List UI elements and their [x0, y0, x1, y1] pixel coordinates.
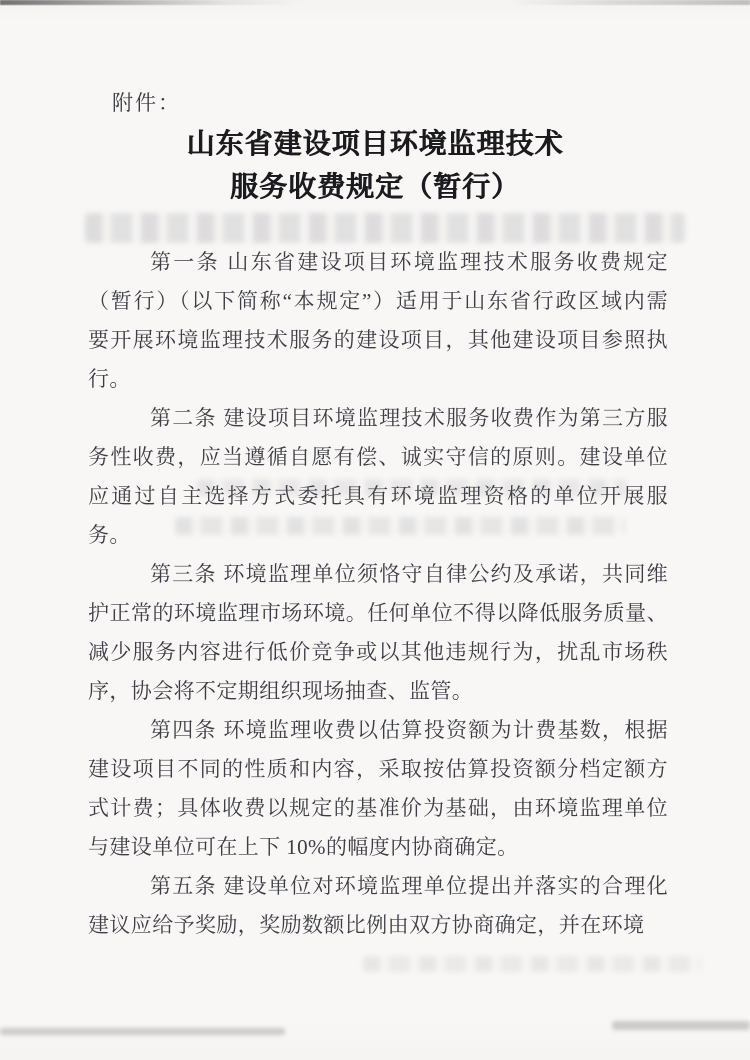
ink-bleedthrough-band [363, 956, 701, 972]
body-line: 减少服务内容进行低价竞争或以其他违规行为，扰乱市场秩 [88, 640, 668, 664]
body-line: 建设项目不同的性质和内容，采取按估算投资额分档定额方 [88, 757, 668, 781]
body-line: 第二条 建设项目环境监理技术服务收费作为第三方服 [150, 406, 668, 430]
ink-bleedthrough-band [85, 213, 685, 243]
body-line: 与建设单位可在上下 10%的幅度内协商确定。 [88, 835, 519, 859]
body-line: 行。 [88, 367, 131, 391]
body-line: 第五条 建设单位对环境监理单位提出并落实的合理化 [150, 874, 668, 898]
body-line: （暂行）（以下简称“本规定”）适用于山东省行政区域内需 [88, 289, 668, 313]
scan-artifact-bottom-left [0, 1028, 285, 1035]
body-line: 第一条 山东省建设项目环境监理技术服务收费规定 [150, 250, 668, 274]
scan-artifact-bottom-right [612, 1021, 750, 1030]
document-title-line-1: 山东省建设项目环境监理技术 [186, 129, 564, 160]
attachment-label: 附件： [112, 91, 181, 115]
body-line: 要开展环境监理技术服务的建设项目，其他建设项目参照执 [88, 328, 668, 352]
body-line: 第三条 环境监理单位须恪守自律公约及承诺，共同维 [150, 562, 668, 586]
body-line: 务。 [88, 523, 131, 547]
body-line: 第四条 环境监理收费以估算投资额为计费基数，根据 [150, 718, 668, 742]
document-body [88, 243, 668, 945]
body-line: 护正常的环境监理市场环境。任何单位不得以降低服务质量、 [88, 601, 668, 625]
body-line: 应通过自主选择方式委托具有环境监理资格的单位开展服 [88, 484, 668, 508]
scan-artifact-top-edge [0, 0, 750, 5]
body-line: 务性收费，应当遵循自愿有偿、诚实守信的原则。建设单位 [88, 445, 668, 469]
document-title [0, 123, 750, 209]
body-line: 式计费；具体收费以规定的基准价为基础，由环境监理单位 [88, 796, 668, 820]
document-title-line-2: 服务收费规定（暂行） [229, 172, 520, 203]
body-line: 序，协会将不定期组织现场抽查、监管。 [88, 679, 474, 703]
body-line: 建议应给予奖励，奖励数额比例由双方协商确定，并在环境 [88, 913, 645, 937]
